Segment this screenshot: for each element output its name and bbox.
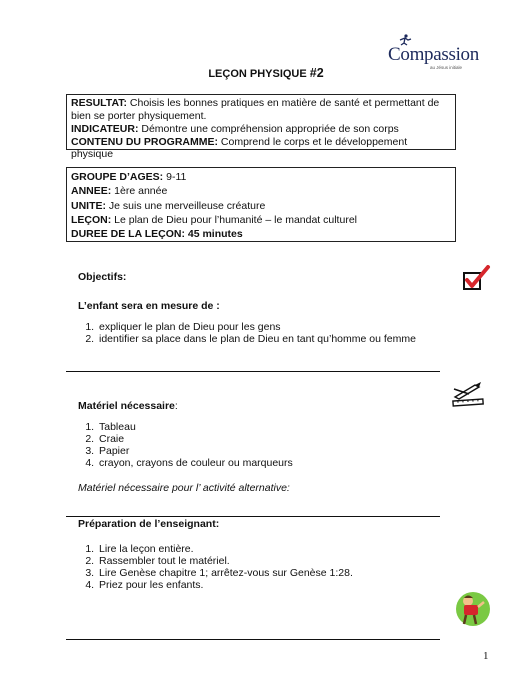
- lecon-text: Le plan de Dieu pour l’humanité – le mandat culturel: [111, 213, 357, 226]
- materiel-heading-text: Matériel nécessaire: [78, 400, 175, 412]
- preparation-heading: Préparation de l’enseignant:: [78, 518, 220, 530]
- objectifs-list: [78, 321, 416, 345]
- resultat-label: RESULTAT:: [71, 97, 127, 109]
- duree-row: [71, 227, 451, 241]
- list-item: 1. expliquer le plan de Dieu pour les gens: [97, 321, 416, 333]
- page-title: [0, 66, 532, 80]
- materiel-heading-colon: :: [174, 400, 178, 412]
- annee-label: ANNEE:: [71, 185, 112, 198]
- checkbox-check-icon: [462, 265, 492, 293]
- list-item: 1. Tableau: [97, 421, 293, 433]
- lecon-label: LEÇON:: [71, 213, 112, 226]
- list-item: 2. Rassembler tout le matériel.: [97, 555, 353, 567]
- indicateur-row: [71, 123, 451, 136]
- groupe-label: GROUPE D’AGES:: [71, 171, 164, 183]
- contenu-text: Comprend le corps et le développement physique: [71, 135, 408, 161]
- unite-text: Je suis une merveilleuse créature: [106, 199, 266, 212]
- divider: [66, 516, 440, 517]
- resultat-row: [71, 97, 451, 122]
- child-icon: [454, 590, 492, 628]
- logo-brand: Compassion: [388, 44, 479, 65]
- duree-label: DUREE DE LA LEÇON: 45 minutes: [71, 228, 243, 241]
- indicateur-label: INDICATEUR:: [71, 123, 139, 136]
- pencil-ruler-icon: [451, 381, 487, 409]
- groupe-row: [71, 170, 451, 184]
- unite-label: UNITE:: [71, 199, 106, 212]
- lesson-info-box: [66, 167, 456, 242]
- lecon-row: [71, 213, 451, 227]
- title-number: #2: [309, 66, 324, 80]
- list-item: 1. Lire la leçon entière.: [97, 543, 353, 555]
- objectifs-heading: Objectifs:: [78, 271, 127, 283]
- objectifs-intro: L’enfant sera en mesure de :: [78, 300, 220, 312]
- page-number: 1: [483, 650, 489, 662]
- annee-text: 1ère année: [111, 185, 168, 198]
- logo-tagline: au Jésus initiale: [430, 65, 463, 70]
- materiel-heading: [78, 400, 178, 412]
- materiel-alternative: Matériel nécessaire pour l’ activité alternative:: [78, 482, 290, 494]
- outcome-box: [66, 94, 456, 161]
- contenu-label: CONTENU DU PROGRAMME:: [71, 135, 218, 148]
- divider: [66, 371, 440, 372]
- list-item: 2. Craie: [97, 433, 293, 445]
- list-item: 4. Priez pour les enfants.: [97, 579, 353, 591]
- contenu-row: [71, 136, 451, 161]
- materiel-list: [78, 421, 293, 469]
- indicateur-text: Démontre une compréhension appropriée de son corps: [138, 123, 399, 136]
- groupe-text: 9-11: [163, 171, 187, 183]
- unite-row: [71, 199, 451, 213]
- list-item: 3. Papier: [97, 445, 293, 457]
- list-item: 4. crayon, crayons de couleur ou marqueurs: [97, 457, 293, 469]
- divider: [66, 639, 440, 640]
- preparation-list: [78, 543, 353, 591]
- annee-row: [71, 184, 451, 198]
- resultat-text: Choisis les bonnes pratiques en matière de santé et permettant de bien se porter physiquement.: [71, 97, 440, 122]
- list-item: 3. Lire Genèse chapitre 1; arrêtez-vous sur Genèse 1:28.: [97, 567, 353, 579]
- title-text: LEÇON PHYSIQUE: [208, 68, 310, 80]
- list-item: 2. identifier sa place dans le plan de Dieu en tant qu’homme ou femme: [97, 333, 416, 345]
